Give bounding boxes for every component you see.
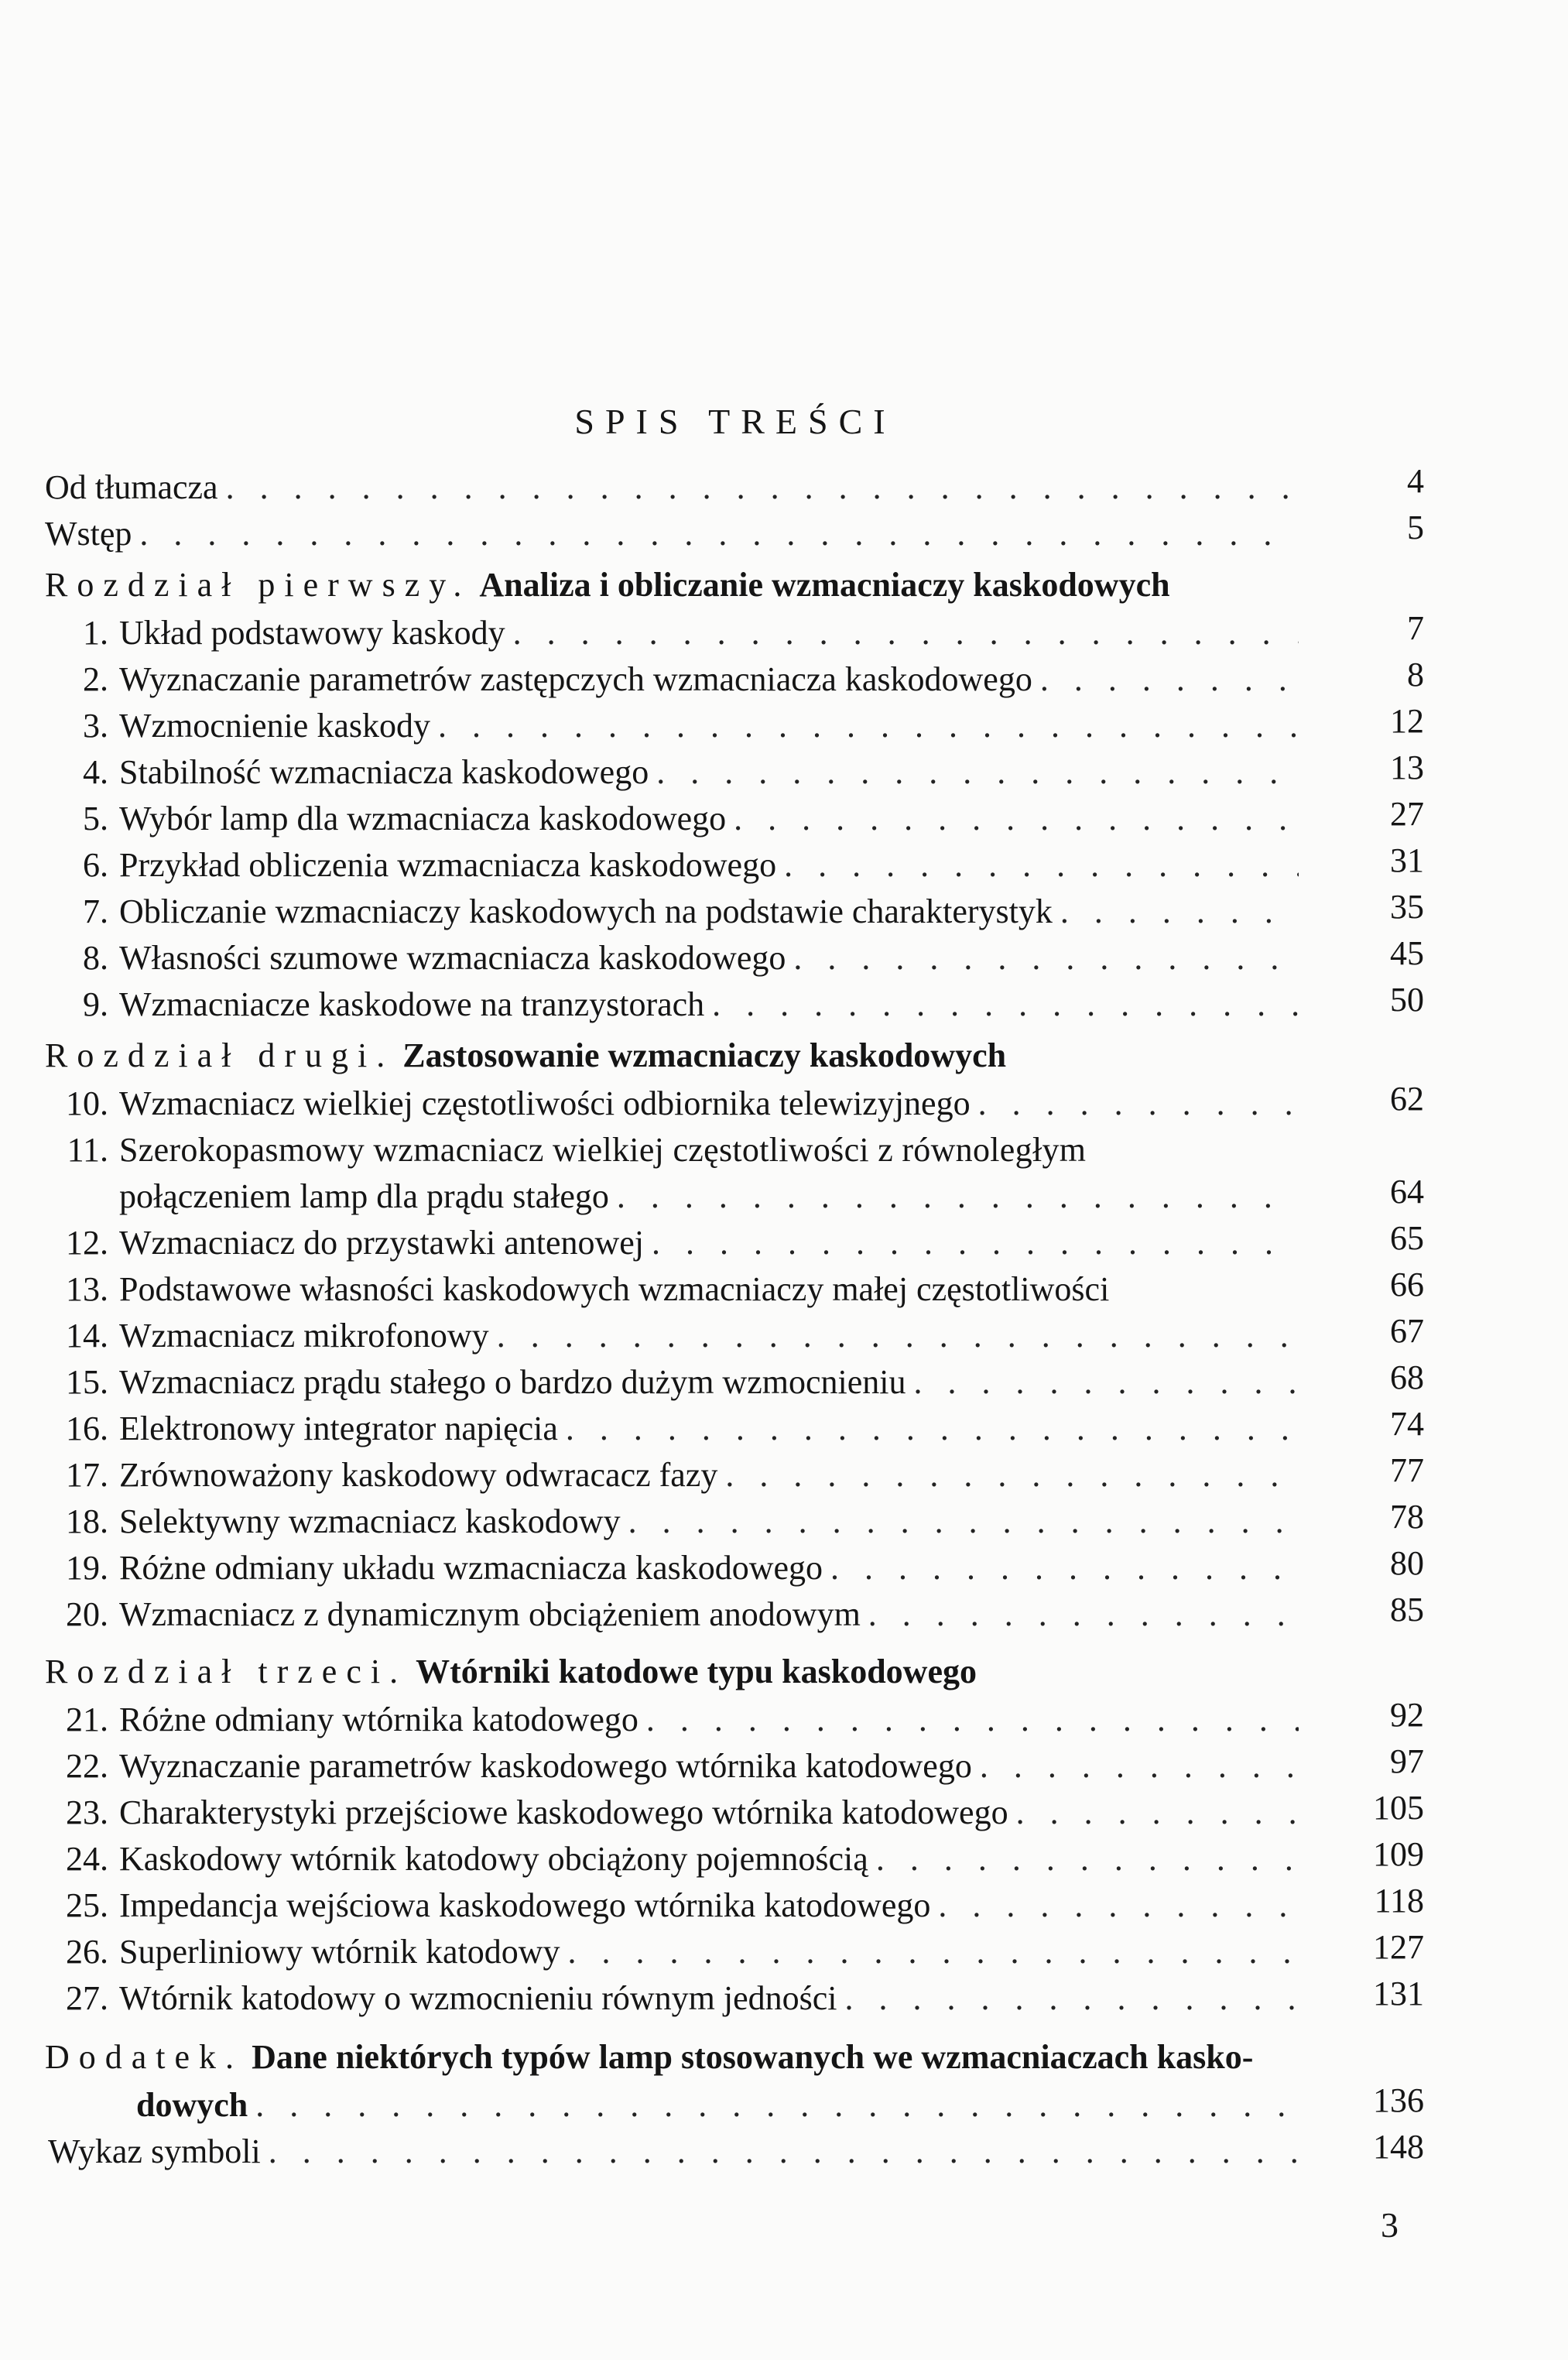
appendix-title-continuation: dowych xyxy=(136,2086,248,2124)
entry-number: 25. xyxy=(66,1886,108,1924)
entry-number: 2. xyxy=(83,660,108,698)
entry-number: 7. xyxy=(83,892,108,930)
entry-page: 136 xyxy=(1373,2081,1424,2119)
leader-dots xyxy=(876,1839,1299,1879)
entry-text: Zrównoważony kaskodowy odwracacz fazy xyxy=(119,1456,718,1494)
entry-number: 12. xyxy=(66,1224,108,1262)
entry-text: Układ podstawowy kaskody xyxy=(119,614,505,652)
chapter-title: Wtórniki katodowe typu kaskodowego xyxy=(416,1653,977,1690)
entry-page: 85 xyxy=(1390,1591,1424,1629)
toc-entry xyxy=(53,1409,1306,1449)
entry-text: Różne odmiany układu wzmacniacza kaskodowego xyxy=(119,1549,823,1587)
toc-entry xyxy=(53,892,1306,932)
entry-page: 78 xyxy=(1390,1498,1424,1536)
leader-dots xyxy=(226,468,1299,508)
toc-entry xyxy=(53,659,1306,700)
entry-number: 6. xyxy=(83,846,108,884)
entry-number: 15. xyxy=(66,1363,108,1401)
toc-entry xyxy=(53,799,1306,839)
chapter-title: Analiza i obliczanie wzmacniaczy kaskodowych xyxy=(479,566,1170,604)
entry-number: 19. xyxy=(66,1549,108,1587)
toc-entry xyxy=(53,1793,1306,1833)
entry-page: 148 xyxy=(1373,2128,1424,2166)
entry-text: Selektywny wzmacniacz kaskodowy xyxy=(119,1502,621,1540)
entry-page: 66 xyxy=(1390,1266,1424,1303)
leader-dots xyxy=(980,1746,1299,1786)
entry-text: Wzmacniacz mikrofonowy xyxy=(119,1317,489,1355)
entry-page: 80 xyxy=(1390,1544,1424,1582)
leader-dots xyxy=(938,1886,1299,1926)
entry-page: 109 xyxy=(1373,1835,1424,1873)
entry-number: 10. xyxy=(66,1084,108,1122)
chapter-title: Zastosowanie wzmacniaczy kaskodowych xyxy=(402,1036,1007,1074)
leader-dots xyxy=(830,1548,1299,1588)
entry-page: 27 xyxy=(1390,795,1424,833)
entry-page: 5 xyxy=(1407,509,1424,546)
toc-entry xyxy=(53,938,1306,978)
toc-entry xyxy=(45,514,1306,554)
leader-dots xyxy=(1016,1793,1299,1833)
entry-page: 127 xyxy=(1373,1928,1424,1966)
entry-text: Wzmacniacz wielkiej częstotliwości odbiornika telewizyjnego xyxy=(119,1084,971,1122)
entry-text: Wzmacniacz do przystawki antenowej xyxy=(119,1224,645,1262)
leader-dots xyxy=(568,1932,1299,1972)
entry-page: 74 xyxy=(1390,1405,1424,1443)
entry-text: Od tłumacza xyxy=(45,468,218,506)
leader-dots xyxy=(725,1455,1299,1495)
entry-text: Własności szumowe wzmacniacza kaskodowego xyxy=(119,939,786,977)
entry-number: 18. xyxy=(66,1502,108,1540)
chapter-label: Rozdział pierwszy. xyxy=(45,566,471,604)
entry-page: 92 xyxy=(1390,1696,1424,1734)
entry-number: 14. xyxy=(66,1317,108,1355)
entry-text: Obliczanie wzmacniaczy kaskodowych na podstawie charakterystyk xyxy=(119,892,1053,930)
toc-entry-continuation xyxy=(119,1177,1306,1217)
entry-page: 12 xyxy=(1390,702,1424,740)
chapter-heading xyxy=(45,565,1170,605)
entry-page: 65 xyxy=(1390,1219,1424,1257)
leader-dots xyxy=(617,1177,1299,1217)
entry-number: 3. xyxy=(83,707,108,745)
leader-dots xyxy=(255,2085,1299,2125)
entry-text: Wzmacniacze kaskodowe na tranzystorach xyxy=(119,985,705,1023)
entry-page: 13 xyxy=(1390,748,1424,786)
toc-entry xyxy=(53,1932,1306,1972)
leader-dots xyxy=(978,1084,1299,1124)
leader-dots xyxy=(139,514,1299,554)
toc-entry xyxy=(53,1316,1306,1356)
entry-number: 5. xyxy=(83,800,108,837)
toc-entry xyxy=(53,1700,1306,1740)
entry-number: 26. xyxy=(66,1933,108,1971)
toc-entry xyxy=(53,1886,1306,1926)
entry-number: 8. xyxy=(83,939,108,977)
entry-text: Elektronowy integrator napięcia xyxy=(119,1409,558,1447)
entry-number: 4. xyxy=(83,753,108,791)
toc-entry xyxy=(53,1746,1306,1786)
entry-text: Podstawowe własności kaskodowych wzmacniaczy małej częstotliwości xyxy=(119,1270,1110,1308)
appendix-title: Dane niektórych typów lamp stosowanych we wzmacniaczach kasko- xyxy=(252,2038,1254,2076)
leader-dots xyxy=(513,613,1299,653)
toc-entry xyxy=(53,613,1306,653)
entry-text: Wybór lamp dla wzmacniacza kaskodowego xyxy=(119,800,727,837)
toc-entry xyxy=(53,1594,1306,1635)
entry-number: 11. xyxy=(67,1131,108,1169)
entry-page: 105 xyxy=(1373,1789,1424,1827)
leader-dots xyxy=(734,799,1299,839)
appendix-label: Dodatek. xyxy=(45,2038,244,2076)
entry-page: 64 xyxy=(1390,1173,1424,1211)
entry-text: Kaskodowy wtórnik katodowy obciążony pojemnością xyxy=(119,1840,868,1878)
leader-dots xyxy=(628,1502,1299,1542)
toc-entry xyxy=(53,752,1306,793)
appendix-heading xyxy=(45,2037,1253,2077)
entry-page: 68 xyxy=(1390,1358,1424,1396)
toc-entry xyxy=(53,1362,1306,1403)
entry-number: 23. xyxy=(66,1793,108,1831)
entry-text: Stabilność wzmacniacza kaskodowego xyxy=(119,753,649,791)
leader-dots xyxy=(646,1700,1299,1740)
entry-number: 20. xyxy=(66,1595,108,1633)
leader-dots xyxy=(269,2132,1299,2172)
entry-page: 62 xyxy=(1390,1080,1424,1118)
leader-dots xyxy=(868,1594,1299,1635)
leader-dots xyxy=(784,845,1299,885)
toc-entry-continuation xyxy=(136,2085,1306,2125)
entry-text: Wzmacniacz z dynamicznym obciążeniem anodowym xyxy=(119,1595,861,1633)
entry-page: 77 xyxy=(1390,1451,1424,1489)
entry-page: 97 xyxy=(1390,1742,1424,1780)
chapter-label: Rozdział drugi. xyxy=(45,1036,395,1074)
entry-page: 35 xyxy=(1390,888,1424,926)
toc-entry xyxy=(53,1455,1306,1495)
leader-dots xyxy=(913,1362,1299,1403)
entry-page: 31 xyxy=(1390,841,1424,879)
entry-page: 118 xyxy=(1374,1882,1424,1920)
leader-dots xyxy=(438,706,1299,746)
entry-number: 27. xyxy=(66,1979,108,2017)
entry-page: 131 xyxy=(1373,1975,1424,2012)
page-title: SPIS TREŚCI xyxy=(574,402,896,441)
entry-number: 21. xyxy=(66,1701,108,1738)
chapter-heading xyxy=(45,1036,1006,1076)
entry-page: 67 xyxy=(1390,1312,1424,1350)
leader-dots xyxy=(844,1978,1299,2019)
entry-text: Superliniowy wtórnik katodowy xyxy=(119,1933,560,1971)
entry-text: połączeniem lamp dla prądu stałego xyxy=(119,1177,609,1215)
entry-text: Charakterystyki przejściowe kaskodowego wtórnika katodowego xyxy=(119,1793,1008,1831)
entry-text: Przykład obliczenia wzmacniacza kaskodowego xyxy=(119,846,777,884)
entry-page: 45 xyxy=(1390,934,1424,972)
leader-dots xyxy=(566,1409,1299,1449)
leader-dots xyxy=(652,1223,1299,1263)
entry-page: 50 xyxy=(1390,981,1424,1019)
entry-text: Wzmocnienie kaskody xyxy=(119,707,430,745)
leader-dots xyxy=(656,752,1299,793)
leader-dots xyxy=(1040,659,1299,700)
entry-number: 9. xyxy=(83,985,108,1023)
entry-text: Wzmacniacz prądu stałego o bardzo dużym wzmocnieniu xyxy=(119,1363,906,1401)
entry-text: Impedancja wejściowa kaskodowego wtórnika katodowego xyxy=(119,1886,931,1924)
leader-dots xyxy=(793,938,1299,978)
entry-page: 7 xyxy=(1407,609,1424,647)
page-number: 3 xyxy=(1381,2205,1399,2245)
entry-number: 17. xyxy=(66,1456,108,1494)
toc-entry xyxy=(53,706,1306,746)
leader-dots xyxy=(497,1316,1299,1356)
toc-entry xyxy=(53,1978,1306,2019)
entry-text: Wykaz symboli xyxy=(48,2132,261,2170)
entry-number: 24. xyxy=(66,1840,108,1878)
entry-text: Szerokopasmowy wzmacniacz wielkiej częstotliwości z równoległym xyxy=(119,1131,1087,1169)
toc-entry xyxy=(53,985,1306,1025)
entry-page: 4 xyxy=(1407,462,1424,500)
toc-entry xyxy=(53,1269,1306,1310)
toc-entry xyxy=(53,1839,1306,1879)
toc-entry xyxy=(53,1502,1306,1542)
chapter-heading xyxy=(45,1652,977,1692)
leader-dots xyxy=(712,985,1299,1025)
entry-number: 22. xyxy=(66,1747,108,1785)
toc-entry xyxy=(53,1084,1306,1124)
toc-entry xyxy=(53,1130,1306,1170)
entry-text: Wstęp xyxy=(45,515,132,553)
entry-text: Wtórnik katodowy o wzmocnieniu równym jedności xyxy=(119,1979,837,2017)
entry-page: 8 xyxy=(1407,656,1424,694)
toc-entry xyxy=(53,1548,1306,1588)
leader-dots xyxy=(1060,892,1299,932)
toc-entry xyxy=(53,845,1306,885)
entry-number: 13. xyxy=(66,1270,108,1308)
entry-text: Różne odmiany wtórnika katodowego xyxy=(119,1701,638,1738)
entry-number: 1. xyxy=(83,614,108,652)
chapter-label: Rozdział trzeci. xyxy=(45,1653,408,1690)
entry-text: Wyznaczanie parametrów kaskodowego wtórnika katodowego xyxy=(119,1747,972,1785)
toc-entry xyxy=(53,1223,1306,1263)
entry-text: Wyznaczanie parametrów zastępczych wzmacniacza kaskodowego xyxy=(119,660,1032,698)
toc-entry xyxy=(48,2132,1306,2172)
toc-entry xyxy=(45,468,1306,508)
entry-number: 16. xyxy=(66,1409,108,1447)
